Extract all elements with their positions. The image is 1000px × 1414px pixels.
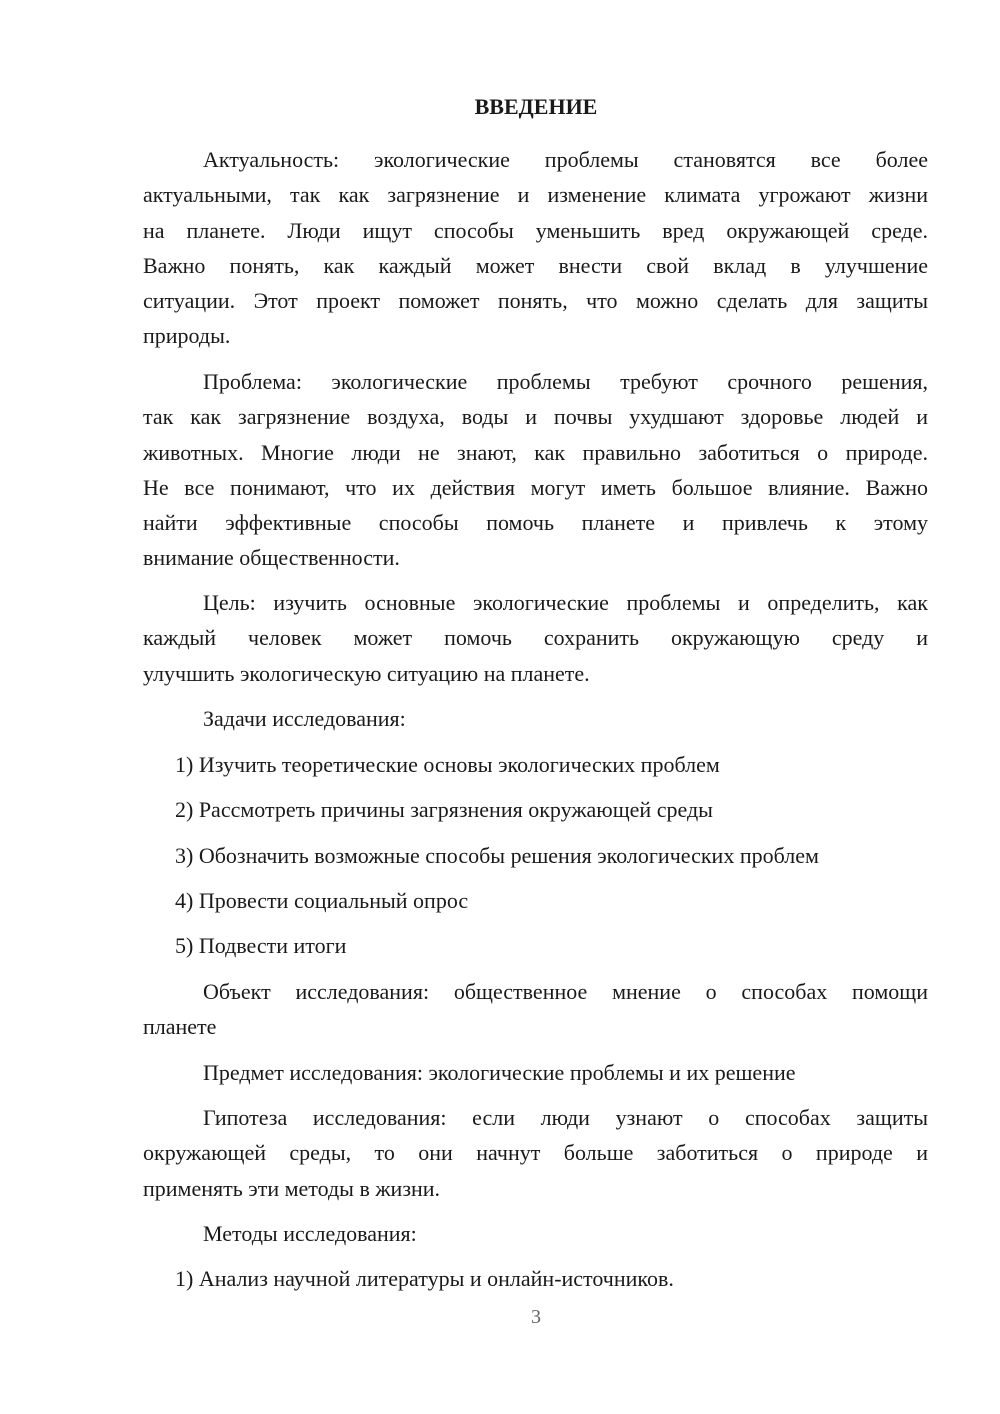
task-item: 1) Изучить теоретические основы экологических проблем — [175, 752, 720, 777]
text-line: найти эффективные способы помочь планете и привлечь к этому — [143, 510, 928, 536]
text-line: улучшить экологическую ситуацию на планете. — [143, 660, 590, 686]
methods-heading: Методы исследования: — [203, 1221, 417, 1246]
text-line: на планете. Люди ищут способы уменьшить вред окружающей среде. — [143, 217, 928, 243]
tasks-heading: Задачи исследования: — [203, 706, 406, 731]
problem-paragraph — [143, 364, 928, 576]
relevance-paragraph — [143, 142, 928, 354]
text-line: природы. — [143, 323, 231, 349]
text-line: ситуации. Этот проект поможет понять, что можно сделать для защиты — [143, 288, 928, 314]
text-line: Цель: изучить основные экологические проблемы и определить, как — [203, 590, 928, 615]
task-item: 4) Провести социальный опрос — [175, 888, 469, 913]
text-line: Актуальность: экологические проблемы становятся все более — [203, 147, 928, 172]
text-line: Проблема: экологические проблемы требуют срочного решения, — [203, 369, 928, 394]
object-paragraph — [143, 974, 928, 1045]
hypothesis-paragraph — [143, 1100, 928, 1206]
text-line: Важно понять, как каждый может внести свой вклад в улучшение — [143, 252, 928, 278]
task-item: 2) Рассмотреть причины загрязнения окружающей среды — [175, 797, 713, 822]
text-line: планете — [143, 1014, 217, 1040]
text-line: применять эти методы в жизни. — [143, 1175, 441, 1201]
page-number: 3 — [531, 1306, 541, 1328]
text-line: окружающей среды, то они начнут больше заботиться о природе и — [143, 1140, 928, 1166]
text-line: так как загрязнение воздуха, воды и почвы ухудшают здоровье людей и — [143, 404, 928, 430]
text-line: каждый человек может помочь сохранить окружающую среду и — [143, 625, 928, 651]
text-line: Не все понимают, что их действия могут иметь большое влияние. Важно — [143, 474, 928, 500]
text-line: Объект исследования: общественное мнение о способах помощи — [203, 979, 928, 1004]
method-item: 1) Анализ научной литературы и онлайн-источников. — [175, 1266, 674, 1291]
goal-paragraph — [143, 585, 928, 691]
text-line: внимание общественности. — [143, 545, 400, 571]
subject-paragraph: Предмет исследования: экологические проблемы и их решение — [203, 1060, 796, 1085]
text-line: животных. Многие люди не знают, как правильно заботиться о природе. — [143, 439, 928, 465]
task-item: 3) Обозначить возможные способы решения экологических проблем — [175, 843, 819, 868]
text-line: актуальными, так как загрязнение и изменение климата угрожают жизни — [143, 182, 928, 208]
page-title: ВВЕДЕНИЕ — [474, 94, 598, 119]
text-line: Гипотеза исследования: если люди узнают о способах защиты — [203, 1105, 928, 1130]
task-item: 5) Подвести итоги — [175, 933, 347, 958]
